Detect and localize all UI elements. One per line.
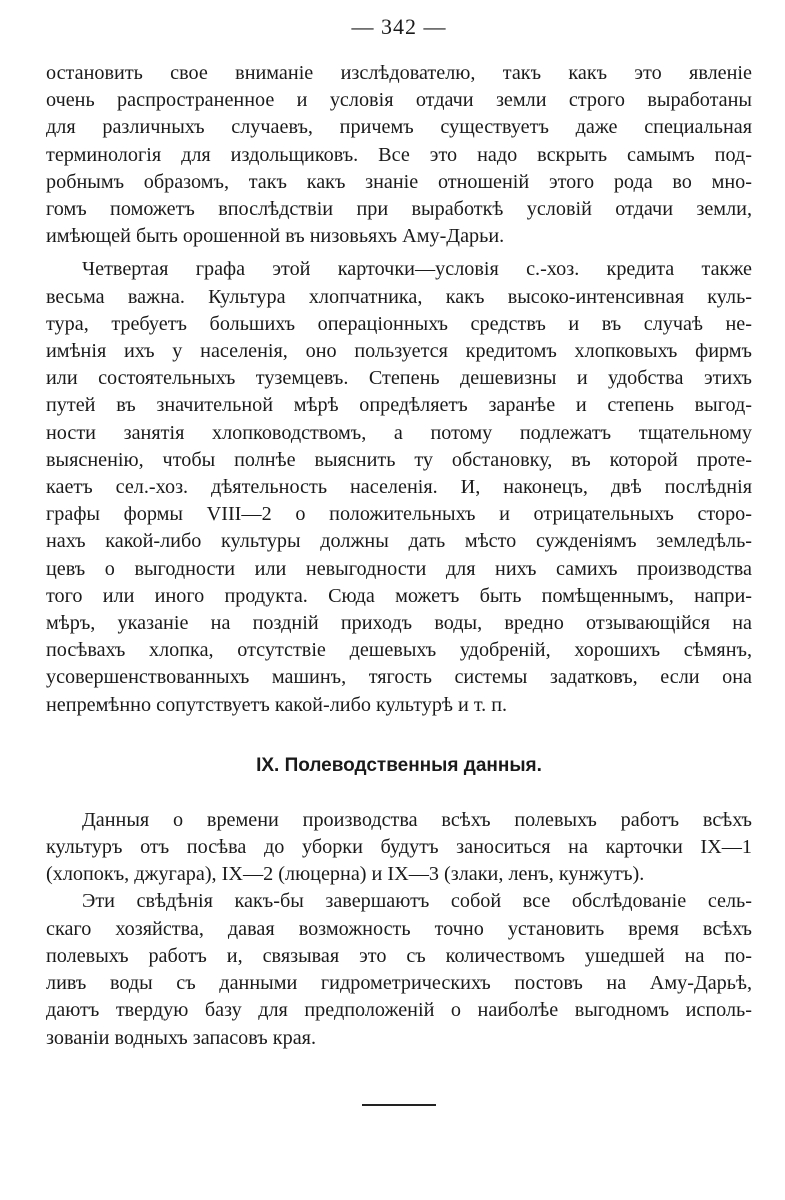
- text-line: полевыхъ работъ и, связывая это съ количествомъ ушедшей на по-: [46, 944, 752, 967]
- text-line: терминологiя для издольщиковъ. Все это надо вскрыть самымъ под-: [46, 143, 752, 166]
- text-line: путей въ значительной мѣрѣ опредѣляетъ заранѣе и степень выгод-: [46, 394, 752, 417]
- paragraph-2: [46, 256, 752, 718]
- text-line: весьма важна. Культура хлопчатника, какъ высоко-интенсивная куль-: [46, 285, 752, 308]
- text-line: для различныхъ случаевъ, причемъ существуетъ даже специальная: [46, 116, 752, 139]
- text-line: графы формы VIII—2 о положительныхъ и отрицательныхъ сторо-: [46, 503, 752, 526]
- text-line: остановить свое вниманiе изслѣдователю, такъ какъ это явленiе: [46, 62, 752, 84]
- paragraph-4: [46, 888, 752, 1051]
- text-line: непремѣнно сопутствуетъ какой-либо культурѣ и т. п.: [46, 693, 508, 716]
- section-heading: IX. Полеводственныя данныя.: [256, 754, 542, 776]
- text-line: робнымъ образомъ, такъ какъ знанiе отношенiй этого рода во мно-: [46, 170, 752, 193]
- text-line: (хлопокъ, джугара), IX—2 (люцерна) и IX—3 (злаки, ленъ, кунжутъ).: [46, 863, 645, 886]
- text-line: ности занятiя хлопководствомъ, а потому подлежатъ тщательному: [46, 421, 752, 444]
- text-line: цевъ о выгодности или невыгодности для нихъ самихъ производства: [46, 557, 752, 580]
- text-line: очень распространенное и условiя отдачи земли строго выработаны: [46, 89, 752, 112]
- end-rule-divider: [362, 1104, 436, 1106]
- text-line: имѣнiя ихъ у населенiя, оно пользуется кредитомъ хлопковыхъ фирмъ: [46, 340, 752, 363]
- text-line: посѣвахъ хлопка, отсутствiе дешевыхъ удобренiй, хорошихъ сѣмянъ,: [46, 639, 752, 662]
- text-line: Четвертая графа этой карточки—условiя с.-хоз. кредита также: [82, 258, 752, 281]
- text-line: Эти свѣдѣнiя какъ-бы завершаютъ собой все обслѣдованiе сель-: [82, 890, 752, 913]
- text-line: зованiи водныхъ запасовъ края.: [46, 1026, 316, 1049]
- paragraph-3: [46, 807, 752, 889]
- text-line: каетъ сел.-хоз. дѣятельность населенiя. И, наконецъ, двѣ послѣднiя: [46, 476, 752, 499]
- text-line: Данныя о времени производства всѣхъ полевыхъ работъ всѣхъ: [82, 808, 752, 831]
- text-line: культуръ отъ посѣва до уборки будутъ заноситься на карточки IX—1: [46, 836, 752, 859]
- text-line: выясненiю, чтобы полнѣе выяснить ту обстановку, въ которой проте-: [46, 448, 752, 471]
- document-page: [46, 14, 752, 1106]
- text-line: или состоятельныхъ туземцевъ. Степень дешевизны и удобства этихъ: [46, 367, 752, 390]
- text-line: мѣръ, указанiе на позднiй приходъ воды, вредно отзывающiйся на: [46, 612, 752, 635]
- text-line: скаго хозяйства, давая возможность точно установить время всѣхъ: [46, 917, 752, 940]
- text-line: ливъ воды съ данными гидрометрическихъ постовъ на Аму-Дарьѣ,: [46, 972, 752, 995]
- text-line: имѣющей быть орошенной въ низовьяхъ Аму-Дарьи.: [46, 225, 505, 248]
- text-line: даютъ твердую базу для предположенiй о наиболѣе выгодномъ исполь-: [46, 999, 752, 1022]
- text-line: нахъ какой-либо культуры должны дать мѣсто сужденiямъ земледѣль-: [46, 530, 752, 553]
- paragraph-1: [46, 60, 752, 250]
- text-line: того или иного продукта. Сюда можетъ быть помѣщеннымъ, напри-: [46, 584, 752, 607]
- text-line: усовершенствованныхъ машинъ, тягость системы задатковъ, если она: [46, 666, 752, 689]
- text-line: тура, требуетъ большихъ операцiонныхъ средствъ и въ случаѣ не-: [46, 312, 752, 335]
- text-line: гомъ поможетъ впослѣдствiи при выработкѣ условiй отдачи земли,: [46, 198, 752, 221]
- page-number: — 342 —: [351, 14, 447, 39]
